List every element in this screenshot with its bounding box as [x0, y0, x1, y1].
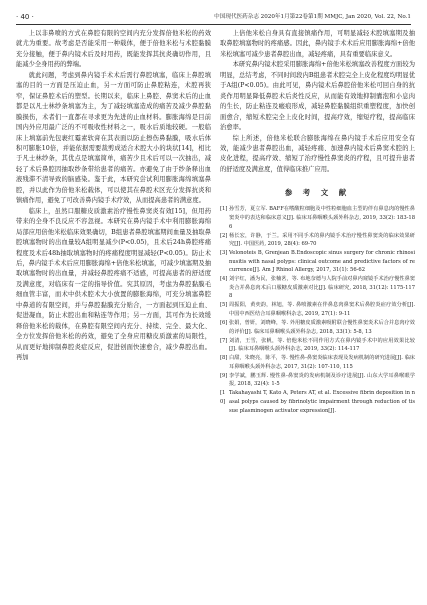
reference-number: [8]	[220, 355, 228, 362]
reference-text: 李学斌，鹏玉辉. 慢性鼻-鼻窦炎的发病机制及诊疗进展[J]. 山东大学耳鼻喉眼学报, 2018, 32(4): 1-5	[229, 372, 415, 388]
reference-number: [5]	[220, 302, 228, 309]
reference-text: 周振阳，黄奕韵，林旭，等. 鼻喷激素在伴鼻息肉鼻窦术后鼻腔炎症疗效分析[J]. 中国中西医结合耳鼻咽喉科杂志, 2019, 27(1): 9-11	[229, 302, 415, 318]
reference-list	[220, 205, 415, 415]
right-column	[220, 29, 415, 416]
body-paragraph: 本研究鼻内镜术腔采用膨胀海绵+倍他米松填塞改善程度方面较为明显，总结考虑，不同时间段内B组患者术腔完全上皮化程度均明显优于A组(P<0.05)。由此可见，鼻内镜术后鼻腔倍他米松可回自身的抗炎作用明显降低鼻腔术后炎性反应，从而能有效地抑制囊泡和小息肉的生长，防止粘连及瘢痕形成，减轻鼻腔黏膜组织重塑程度，加快创面愈合，缩短术腔完全上皮化时间，提高疗效，缩短疗程，提高临床治愈率。	[220, 61, 415, 132]
body-paragraph: 临床上，虽然口服糖皮质激素治疗慢性鼻窦炎有效[15]，但用药带来的全身不良反应不容忽视。本研究在鼻内镜手术中利用膨胀海绵局部应用倍他米松临床效果确切，B组患者鼻腔填塞期间血量及抽取鼻腔填塞物时的出血量较A组明显减少(P<0.05)，且术后24h鼻腔疼痛程度及术后48h抽取填塞物时的疼痛程度明显减轻(P<0.05)。防止术后，鼻内镜手术术后应用膨胀海绵+倍他米松填塞，可减少填塞期及抽取填塞物时的出血量，并减轻鼻腔疼痛不适感，可提高患者的舒适度及满意度，对临床有一定的指导价值。究其原因，考虑为鼻腔黏膜毛细血管丰富，而术中供术腔术大小放置的膨胀海绵，可充分填塞鼻腔中鼻道的有限空间，并与鼻腔黏膜充分贴合，一方面起到压迫止血、促进凝血，防止术腔出血和粘连等作用；另一方面，其可作为长效缓释倍他米松的载体，在鼻腔有限空间内充分、持续、完全、最大化、全方位发挥倍他米松的药效，避免了全身应用糖皮质激素的局限性，从而更好地抑制鼻腔炎症反应，促进创面快速愈合，减少鼻腔出血。再加	[16, 207, 211, 362]
journal-citation: 中国现代医药杂志 2020年1月第22卷第1期 MMJC, Jan 2020, Vol. 22, No.1	[214, 14, 411, 20]
reference-item	[220, 275, 415, 301]
reference-number: [7]	[220, 337, 228, 344]
page-header	[16, 11, 411, 23]
reference-item	[220, 319, 415, 336]
reference-text: Velonoteis B, Grenjean B.Endoscopic sinus surgery for chronic rhinosinusitis with nasal polyps: clinical outcome and predictive factors of recurrence[J]. Am J Rhinol Allergy, 2017, 31(1): 56-62	[229, 250, 415, 274]
reference-item	[220, 249, 415, 275]
reference-text: 刘清，王雪，张帆，等. 倍他米松不同作用方式在鼻内镜手术中的应用效果比较[J]. 临床耳鼻咽喉头颈外科杂志, 2019, 33(2): 114-117	[229, 337, 415, 353]
reference-text: 刘宇红，潘为民，张楠茗，等. 布地奈德与人院手前对鼻内窥镜手术治疗慢性鼻窦炎合并鼻息肉术后口服糖皮质激素对比[J]. 临床研究, 2018, 31(12): 1175-1178	[229, 276, 415, 300]
body-paragraph: 综上所述，倍他米松联合膨胀海绵在鼻内镜手术后应用安全有效，能减少患者鼻腔出血，减轻疼痛、加速鼻内镜术后鼻窦术腔的上皮化进程，提高疗效、缩短了治疗慢性鼻窦炎的疗程，且可提升患者的舒适度及满意度，值得临床推广应用。	[220, 134, 415, 173]
page-number: · 40 ·	[16, 13, 34, 21]
reference-number: [6]	[220, 320, 228, 327]
body-paragraph: 上以非鼻喷的方式在鼻腔有限的空间内充分发挥倍他米松的药效就尤为重要。故考虑是否能采用一种载体，便于倍他米松与术腔黏膜充分接触，便于鼻内镜术后及时用药，既能发挥其抗炎确切作用，且能减少全身用药的弊端。	[16, 30, 211, 69]
reference-text: 孙雪芳，夏立军. BAFF在嗜酸粒细胞及中性粒细胞血主型的伴有鼻息肉的慢性鼻窦炎中的表达和临床意义[J]. 临床耳鼻咽喉头颈外科杂志, 2019, 33(2): 183-186	[229, 206, 415, 230]
reference-number: [10]	[220, 390, 226, 405]
header-divider	[16, 24, 411, 25]
body-paragraph: 就此问题，考虑到鼻内镜手术术后需行鼻腔填塞，临床上鼻腔填塞的目的一方面是压迫止血，另一方面可防止鼻腔粘连，术腔再狭窄，保证鼻腔术后的塑型。长期以来，临床上鼻腔、鼻窦术后的止血都是以凡士林纱条填塞为主，为了减轻填塞造成的痛苦及减少鼻腔黏膜损伤，术者们一直都在寻求更为先进的止血材料。膨胀海绵是目前国内外应用最广泛的不可吸收性材料之一，吸水后质地较硬。一般临床上填塞前先包裹红霉素软膏在其表面以防止擦伤鼻黏膜，吸水后体积可膨胀10倍，并能依据需要裁剪成适合术腔大小的块状[14]，相比于凡士林纱条，其优点是填塞简单，痛苦少且术后可以一次抽出，减轻了术后鼻腔因抽取纱条带给患者的痛苦。亦避免了由于纱条释出血液残滞不清导致的脑感染。鉴于此，本研究尝试利用膨胀海绵填塞鼻腔，并以此作为倍他米松载体，可以使其在鼻腔术区充分发挥抗炎和镇痛作用，避免了可改善鼻内镜手术疗效，从而提高患者的满意度。	[16, 71, 211, 205]
reference-item	[220, 232, 415, 249]
reference-number: [3]	[220, 250, 228, 257]
reference-item	[220, 372, 415, 389]
reference-number: [9]	[220, 372, 228, 379]
body-paragraph: 上倍他米松自身具有直接镇痛作用，可明显减轻术腔填塞期及抽取鼻腔填塞物时的疼痛感。因此，鼻内镜手术术后应用膨胀海绵+倍他米松填塞可减少患者鼻腔出血，减轻疼痛，具有重要临床意义。	[220, 30, 415, 58]
reference-item	[220, 205, 415, 231]
reference-text: 杨长宏，许静，于兰。采用不同手术的鼻内镜手术治疗慢性鼻窦炎的临床效果研究[J]. 中国医药, 2019, 28(4): 69-70	[229, 232, 415, 248]
reference-text: 白甜，朱晓亮，陈平，等. 慢性鼻-鼻窦炎临床表现及发病机制的研究进展[J]. 临床耳鼻咽喉头颈外科杂志, 2017, 31(2): 107-110, 115	[229, 355, 415, 370]
references-heading: 参 考 文 献	[284, 188, 351, 198]
reference-text: Takahayashi T, Kato A, Peters AT, et al. Excessive fibrin deposition in nasal polyps caused by fibrinolytic impairment through reduction of tissue plasminogen activator expression[J].	[229, 390, 415, 414]
reference-item	[220, 389, 415, 415]
reference-item	[220, 337, 415, 354]
reference-number: [2]	[220, 232, 228, 239]
reference-text: 张娟，曾妍，刘晓峰，等. 外用糖皮质激素吸附联合慢性鼻窦炎术后合并息肉疗效的评价[J]. 临床耳鼻咽喉头颈外科杂志, 2018, 33(1): 5-8, 13	[229, 320, 415, 335]
reference-item	[220, 301, 415, 318]
reference-number: [4]	[220, 276, 228, 283]
reference-item	[220, 354, 415, 371]
reference-number: [1]	[220, 206, 228, 213]
left-column	[16, 29, 211, 364]
